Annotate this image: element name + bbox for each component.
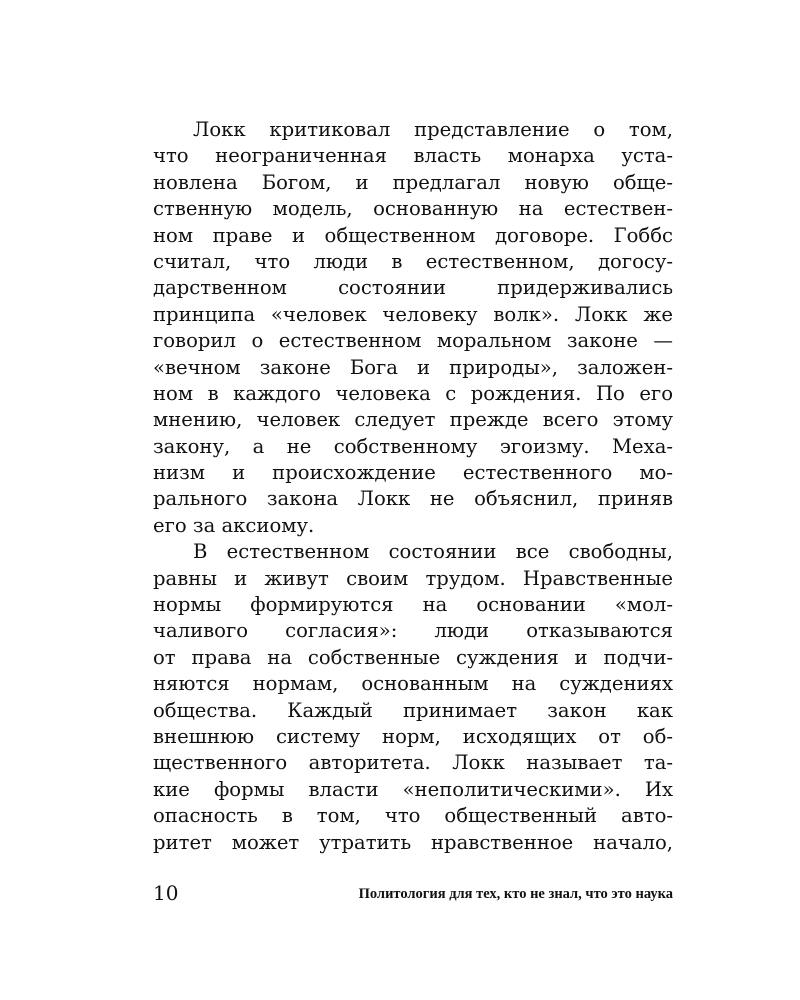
text-line: чаливого согласия»: люди отказываются [153, 619, 673, 643]
page-footer [153, 880, 673, 910]
text-line: ственную модель, основанную на естествен- [153, 197, 673, 221]
page-number: 10 [153, 881, 179, 905]
text-line: кие формы власти «неполитическими». Их [153, 777, 673, 801]
text-line: Локк критиковал представление о том, [193, 118, 673, 141]
text-line: принципа «человек человеку волк». Локк же [153, 302, 673, 326]
text-line: закону, а не собственному эгоизму. Меха- [153, 434, 673, 458]
paragraph-2 [153, 539, 673, 856]
text-line: от права на собственные суждения и подчи- [153, 645, 673, 669]
text-line: опасность в том, что общественный авто- [153, 804, 673, 828]
text-line: рального закона Локк не объяснил, приняв [153, 487, 673, 511]
text-line: ном в каждого человека с рождения. По его [153, 381, 673, 405]
text-line: мнению, человек следует прежде всего этому [153, 408, 673, 432]
text-line: няются нормам, основанным на суждениях [153, 672, 673, 696]
text-line: считал, что люди в естественном, догосу- [153, 249, 673, 273]
text-line: внешнюю систему норм, исходящих от об- [153, 724, 673, 748]
text-line: ритет может утратить нравственное начало, [153, 830, 673, 854]
text-line: щественного авторитета. Локк называет та- [153, 751, 673, 775]
text-line: ном праве и общественном договоре. Гоббс [153, 223, 673, 247]
text-line: «вечном законе Бога и природы», заложен- [153, 355, 673, 379]
text-line: дарственном состоянии придерживались [153, 276, 673, 300]
text-line: равны и живут своим трудом. Нравственные [153, 566, 673, 590]
text-line: В естественном состоянии все свободны, [193, 540, 673, 564]
text-line: нормы формируются на основании «мол- [153, 593, 673, 617]
text-line: говорил о естественном моральном законе — [153, 329, 673, 353]
text-line: новлена Богом, и предлагал новую обще- [153, 170, 673, 194]
text-line: что неограниченная власть монарха уста- [153, 144, 673, 168]
text-line: его за аксиому. [153, 513, 315, 537]
body-text [153, 117, 673, 856]
text-line: общества. Каждый принимает закон как [153, 698, 673, 722]
paragraph-1 [153, 117, 673, 539]
text-line: низм и происхождение естественного мо- [153, 461, 673, 485]
running-title: Политология для тех, кто не знал, что это наука [358, 886, 673, 902]
